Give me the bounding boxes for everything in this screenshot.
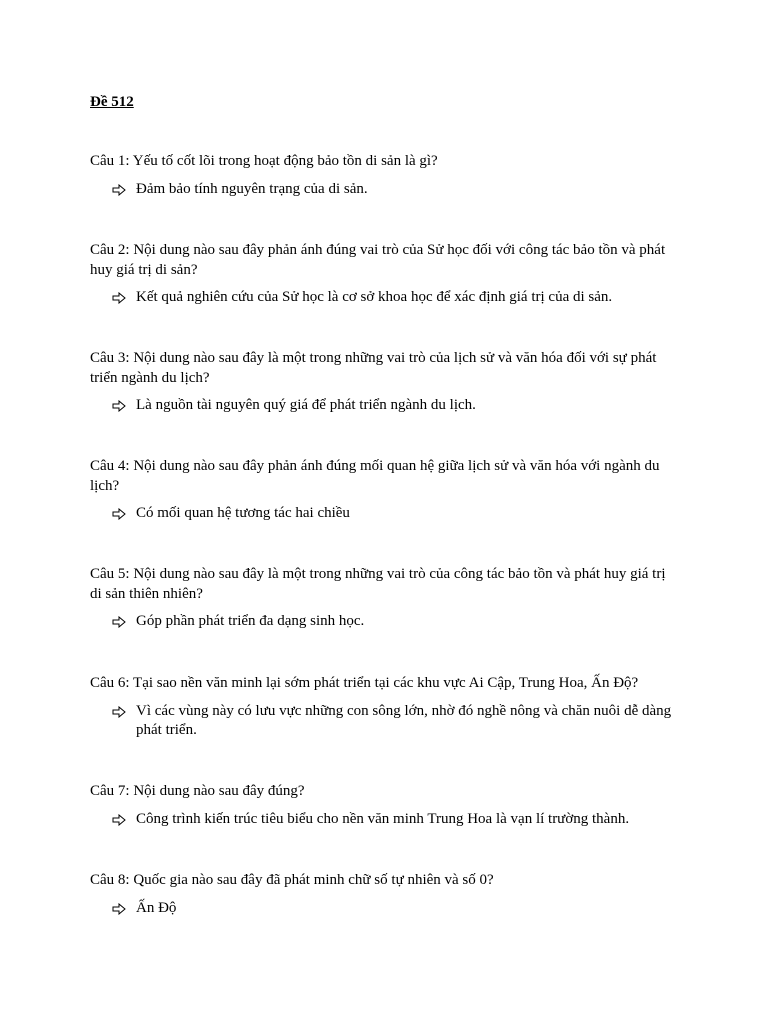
answer-text: Công trình kiến trúc tiêu biểu cho nền văn minh Trung Hoa là vạn lí trường thành. (136, 810, 630, 827)
answer-item (90, 899, 680, 919)
answer-text: Có mối quan hệ tương tác hai chiều (136, 505, 350, 521)
question-text: Câu 7: Nội dung nào sau đây đúng? (90, 783, 305, 799)
question-block-2 (90, 241, 680, 308)
arrow-right-icon (112, 706, 126, 718)
answer-text: Vì các vùng này có lưu vực những con sông lớn, nhờ đó nghề nông và chăn nuôi dễ dàng phát triển. (136, 702, 672, 738)
question-block-6 (90, 674, 680, 741)
arrow-right-icon (112, 814, 126, 826)
question-block-7 (90, 782, 680, 829)
question-text: Câu 3: Nội dung nào sau đây là một trong những vai trò của lịch sử và văn hóa đối với sự phát triển ngành du lịch? (90, 350, 657, 386)
arrow-right-icon (112, 400, 126, 412)
arrow-right-icon (112, 616, 126, 628)
question-block-4 (90, 457, 680, 524)
question-text: Câu 8: Quốc gia nào sau đây đã phát minh chữ số tự nhiên và số 0? (90, 872, 494, 888)
question-text: Câu 4: Nội dung nào sau đây phản ánh đúng mối quan hệ giữa lịch sử và văn hóa với ngành du lịch? (90, 458, 660, 494)
arrow-right-icon (112, 184, 126, 196)
arrow-right-icon (112, 903, 126, 915)
question-text: Câu 6: Tại sao nền văn minh lại sớm phát triển tại các khu vực Ai Cập, Trung Hoa, Ấn Độ? (90, 675, 639, 691)
answer-item (90, 180, 680, 200)
question-text: Câu 1: Yếu tố cốt lõi trong hoạt động bảo tồn di sản là gì? (90, 153, 438, 169)
arrow-right-icon (112, 508, 126, 520)
page-title: Đề 512 (90, 94, 134, 110)
question-block-8 (90, 871, 680, 918)
answer-item (90, 288, 680, 308)
question-text: Câu 2: Nội dung nào sau đây phản ánh đúng vai trò của Sử học đối với công tác bảo tồn và phát huy giá trị di sản? (90, 242, 666, 278)
arrow-right-icon (112, 292, 126, 304)
answer-item (90, 702, 680, 741)
answer-text: Ấn Độ (136, 899, 177, 916)
question-block-3 (90, 349, 680, 416)
answer-text: Góp phần phát triển đa dạng sinh học. (136, 613, 365, 629)
question-block-5 (90, 565, 680, 632)
answer-text: Đảm bảo tính nguyên trạng của di sản. (136, 180, 368, 197)
answer-item (90, 810, 680, 830)
answer-text: Là nguồn tài nguyên quý giá để phát triển ngành du lịch. (136, 397, 476, 413)
question-text: Câu 5: Nội dung nào sau đây là một trong những vai trò của công tác bảo tồn và phát huy giá trị di sản thiên nhiên? (90, 566, 666, 602)
answer-item (90, 504, 680, 524)
question-block-1 (90, 152, 680, 199)
answer-item (90, 612, 680, 632)
answer-text: Kết quả nghiên cứu của Sử học là cơ sở khoa học để xác định giá trị của di sản. (136, 289, 613, 305)
answer-item (90, 396, 680, 416)
